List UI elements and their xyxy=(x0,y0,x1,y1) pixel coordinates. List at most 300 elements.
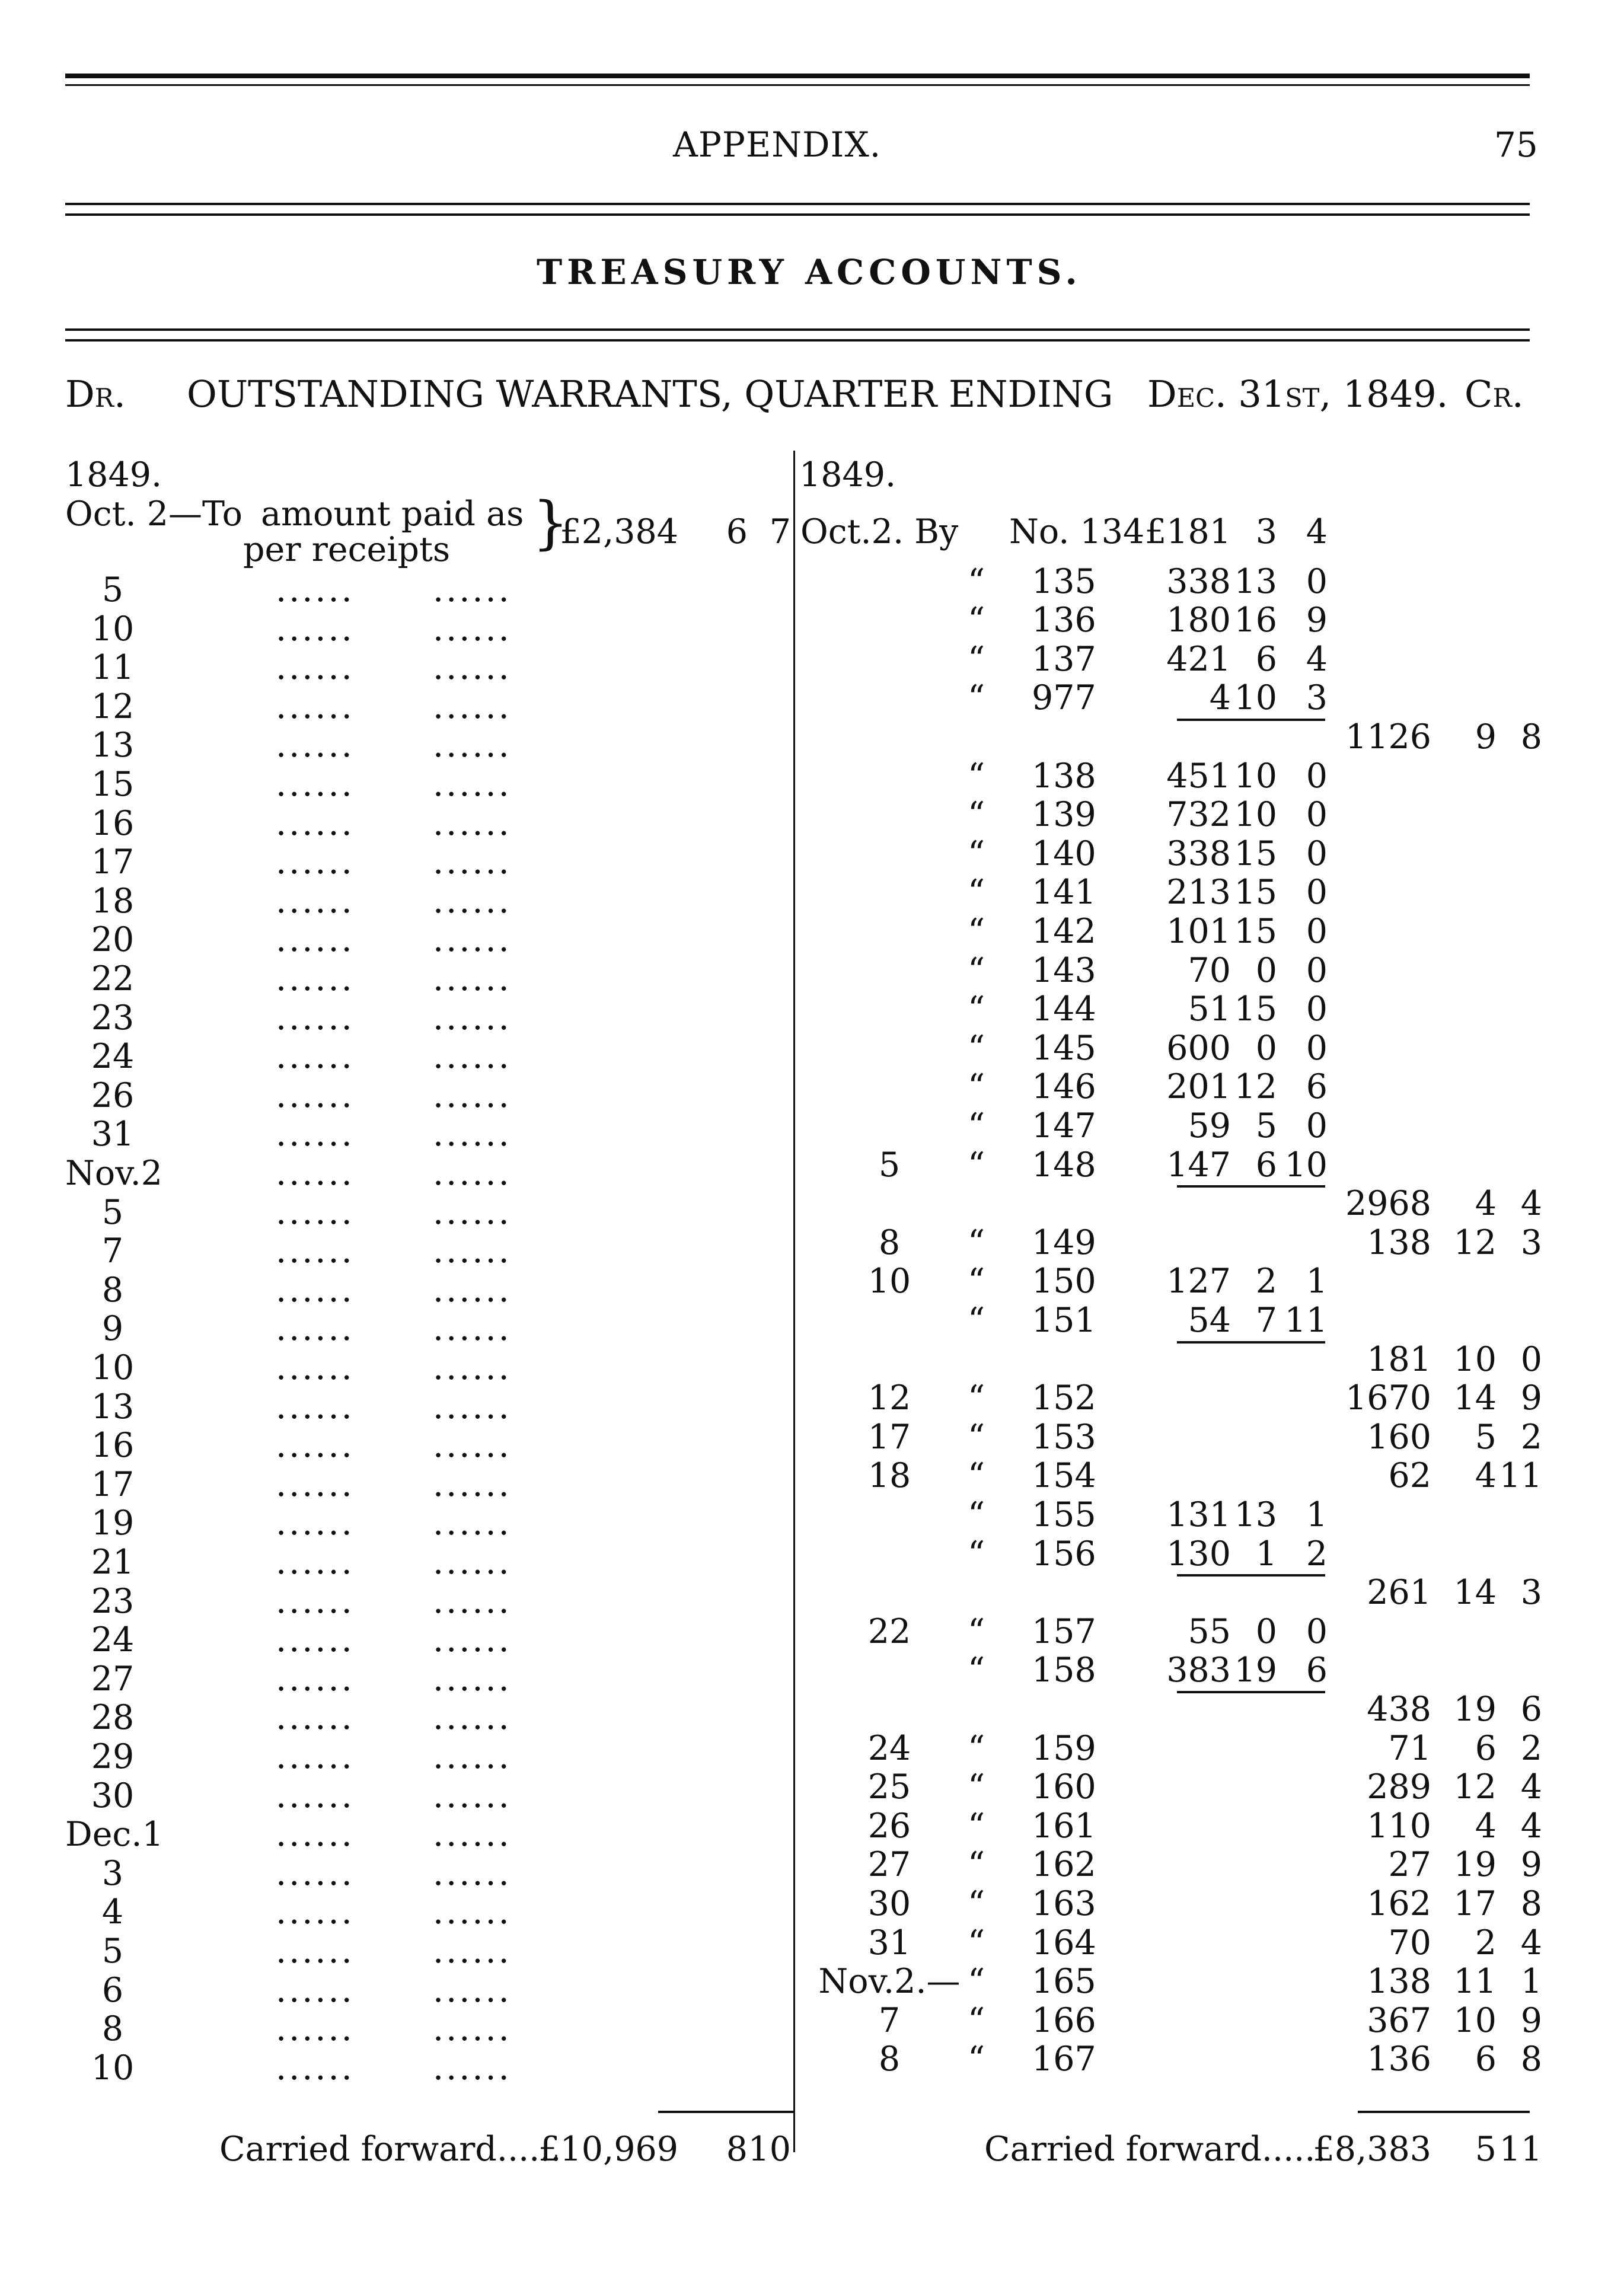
debit-dots-1: ...... xyxy=(276,1620,355,1660)
credit-total-pounds: 367 xyxy=(1367,2000,1431,2040)
credit-item-pounds: 130 xyxy=(1166,1534,1231,1574)
credit-row xyxy=(0,2001,1624,2040)
debit-dots-1: ...... xyxy=(276,959,355,998)
credit-row xyxy=(0,562,1624,601)
warrant-number: 143 xyxy=(1032,950,1096,990)
debit-dots-2: ...... xyxy=(433,1543,512,1582)
credit-item-pence: 6 xyxy=(1306,1651,1328,1690)
credit-row xyxy=(0,1923,1624,1962)
warrant-number: 166 xyxy=(1032,2000,1096,2040)
debit-date: 5 xyxy=(101,1192,124,1232)
debit-dots-1: ...... xyxy=(276,687,355,726)
debit-dots-1: ...... xyxy=(276,1698,355,1738)
credit-total-pounds: 160 xyxy=(1367,1417,1431,1457)
debit-dots-2: ...... xyxy=(433,648,512,688)
debit-dots-1: ...... xyxy=(276,1581,355,1621)
ditto-mark: “ xyxy=(968,1106,985,1145)
ditto-mark: “ xyxy=(968,1456,985,1496)
credit-row xyxy=(0,951,1624,990)
debit-date: 27 xyxy=(91,1659,135,1699)
credit-total-pounds: 136 xyxy=(1367,2040,1431,2079)
ditto-mark: “ xyxy=(968,1301,985,1340)
debit-dots-1: ...... xyxy=(276,1154,355,1193)
credit-item-pence: 10 xyxy=(1284,1145,1328,1185)
debit-dots-1: ...... xyxy=(276,2048,355,2088)
credit-total-shillings: 19 xyxy=(1453,1845,1497,1885)
credit-item-pounds: 600 xyxy=(1166,1028,1231,1068)
warrant-number: 160 xyxy=(1032,1767,1096,1807)
credit-item-shillings: 15 xyxy=(1234,990,1277,1029)
debit-dots-1: ...... xyxy=(276,2009,355,2049)
credit-item-pence: 2 xyxy=(1306,1534,1328,1574)
debit-first-desc-1: amount paid as xyxy=(261,494,524,534)
credit-item-pounds: 451 xyxy=(1166,756,1231,796)
debit-dots-2: ...... xyxy=(433,920,512,960)
credit-row xyxy=(0,1651,1624,1690)
debit-date: 23 xyxy=(91,1581,135,1621)
debit-date: 8 xyxy=(101,1270,124,1310)
warrant-number: 139 xyxy=(1032,795,1096,835)
debit-date: 10 xyxy=(91,2048,135,2088)
debit-dots-1: ...... xyxy=(276,1893,355,1932)
credit-date: 5 xyxy=(878,1145,901,1185)
credit-item-pounds: 131 xyxy=(1166,1495,1231,1534)
ditto-mark: “ xyxy=(968,1923,985,1962)
debit-dots-1: ...... xyxy=(276,803,355,843)
warrant-number: 147 xyxy=(1032,1106,1096,1145)
warrant-number: 149 xyxy=(1032,1223,1096,1262)
credit-row xyxy=(0,1067,1624,1106)
credit-total-pounds: 162 xyxy=(1367,1884,1431,1923)
credit-row xyxy=(0,2040,1624,2079)
credit-total-pounds: 289 xyxy=(1367,1767,1431,1807)
credit-date: 24 xyxy=(867,1728,911,1768)
credit-total-rule xyxy=(1358,2111,1530,2113)
credit-item-shillings: 6 xyxy=(1255,1145,1277,1185)
ditto-mark: “ xyxy=(968,1728,985,1768)
credit-row xyxy=(0,1418,1624,1457)
debit-date: 10 xyxy=(91,609,135,649)
credit-item-pence: 0 xyxy=(1306,950,1328,990)
credit-item-shillings: 13 xyxy=(1234,1495,1277,1534)
credit-item-pence: 4 xyxy=(1306,639,1328,679)
debit-date: 28 xyxy=(91,1698,135,1738)
debit-date: 4 xyxy=(101,1893,124,1932)
credit-total-pence: 9 xyxy=(1520,2000,1542,2040)
debit-date: 15 xyxy=(91,765,135,804)
debit-date: 23 xyxy=(91,998,135,1038)
debit-dots-1: ...... xyxy=(276,1309,355,1349)
debit-dots-2: ...... xyxy=(433,1309,512,1349)
credit-total-shillings: 14 xyxy=(1453,1378,1497,1418)
credit-date: 8 xyxy=(878,1223,901,1262)
credit-item-pounds: 213 xyxy=(1166,873,1231,912)
credit-total-pence: 3 xyxy=(1520,1573,1542,1613)
dr-label: Dr. xyxy=(65,372,126,416)
debit-date: 3 xyxy=(101,1853,124,1893)
warrant-number: No. 134 xyxy=(1009,512,1145,551)
ditto-mark: “ xyxy=(968,1806,985,1846)
debit-dots-2: ...... xyxy=(433,1231,512,1271)
ditto-mark: “ xyxy=(968,912,985,951)
ditto-mark: “ xyxy=(968,639,985,679)
credit-item-pounds: 59 xyxy=(1188,1106,1231,1145)
debit-dots-1: ...... xyxy=(276,1853,355,1893)
debit-first-date: Oct. 2—To xyxy=(65,494,243,534)
top-rule-thin xyxy=(65,84,1530,86)
debit-date: 5 xyxy=(101,1932,124,1971)
credit-total-pence: 9 xyxy=(1520,1845,1542,1885)
subheading-main: OUTSTANDING WARRANTS, QUARTER ENDING xyxy=(187,372,1113,416)
credit-row xyxy=(0,912,1624,951)
debit-date: 8 xyxy=(101,2009,124,2049)
page-title: TREASURY ACCOUNTS. xyxy=(537,252,1082,292)
debit-total-rule xyxy=(658,2111,795,2113)
warrant-number: 167 xyxy=(1032,2040,1096,2079)
credit-row xyxy=(0,512,1624,551)
debit-dots-1: ...... xyxy=(276,1076,355,1115)
credit-item-pence: 3 xyxy=(1306,678,1328,718)
debit-dots-2: ...... xyxy=(433,1426,512,1466)
credit-total-shillings: 11 xyxy=(1453,1962,1497,2002)
debit-dots-2: ...... xyxy=(433,1348,512,1387)
credit-total-pence: 2 xyxy=(1520,1417,1542,1457)
credit-item-pence: 4 xyxy=(1306,512,1328,551)
credit-total-shillings: 9 xyxy=(1475,717,1497,757)
warrant-number: 154 xyxy=(1032,1456,1096,1496)
credit-total-shillings: 4 xyxy=(1475,1456,1497,1496)
credit-item-pence: 0 xyxy=(1306,1611,1328,1651)
debit-date: 6 xyxy=(101,1970,124,2010)
warrant-number: 144 xyxy=(1032,990,1096,1029)
credit-item-shillings: 15 xyxy=(1234,834,1277,873)
credit-total-shillings: 12 xyxy=(1453,1767,1497,1807)
credit-total-shillings: 17 xyxy=(1453,1884,1497,1923)
credit-item-shillings: 3 xyxy=(1255,512,1277,551)
debit-date: 26 xyxy=(91,1076,135,1115)
credit-item-pounds: 4 xyxy=(1209,678,1231,718)
debit-dots-1: ...... xyxy=(276,648,355,688)
debit-date: 22 xyxy=(91,959,135,998)
warrant-number: 164 xyxy=(1032,1923,1096,1962)
debit-dots-2: ...... xyxy=(433,1620,512,1660)
warrant-number: 145 xyxy=(1032,1028,1096,1068)
warrant-number: 155 xyxy=(1032,1495,1096,1534)
credit-item-shillings: 12 xyxy=(1234,1067,1277,1107)
credit-total-pounds: 261 xyxy=(1367,1573,1431,1613)
credit-item-pounds: 54 xyxy=(1188,1301,1231,1340)
warrant-number: 158 xyxy=(1032,1651,1096,1690)
credit-item-pounds: 55 xyxy=(1188,1611,1231,1651)
debit-date: 10 xyxy=(91,1348,135,1387)
debit-dots-1: ...... xyxy=(276,570,355,609)
debit-dots-1: ...... xyxy=(276,1387,355,1426)
warrant-number: 152 xyxy=(1032,1378,1096,1418)
credit-row xyxy=(0,1223,1624,1262)
credit-row xyxy=(0,1884,1624,1923)
debit-dots-2: ...... xyxy=(433,1815,512,1855)
credit-item-shillings: 6 xyxy=(1255,639,1277,679)
debit-dots-1: ...... xyxy=(276,1192,355,1232)
ditto-mark: “ xyxy=(968,2040,985,2079)
credit-item-pence: 6 xyxy=(1306,1067,1328,1107)
credit-date: 8 xyxy=(878,2040,901,2079)
debit-date: 17 xyxy=(91,1464,135,1504)
credit-date: Nov.2.— xyxy=(818,1962,961,2002)
debit-date: Dec.1 xyxy=(65,1815,164,1855)
credit-item-pence: 0 xyxy=(1306,834,1328,873)
credit-date: 25 xyxy=(867,1767,911,1807)
warrant-number: 165 xyxy=(1032,1962,1096,2002)
warrant-number: 137 xyxy=(1032,639,1096,679)
credit-total-pounds: 71 xyxy=(1388,1728,1431,1768)
credit-row xyxy=(0,1301,1624,1340)
credit-total-shillings: 5 xyxy=(1475,1417,1497,1457)
warrant-number: 135 xyxy=(1032,561,1096,601)
debit-dots-2: ...... xyxy=(433,959,512,998)
debit-dots-1: ...... xyxy=(276,881,355,921)
credit-total-shillings: 12 xyxy=(1453,1223,1497,1262)
debit-year: 1849. xyxy=(65,455,162,494)
warrant-number: 977 xyxy=(1032,678,1096,718)
credit-item-shillings: 15 xyxy=(1234,873,1277,912)
credit-total-pounds: 1670 xyxy=(1345,1378,1431,1418)
debit-date: 19 xyxy=(91,1504,135,1543)
credit-item-pence: 1 xyxy=(1306,1262,1328,1301)
ditto-mark: “ xyxy=(968,795,985,835)
credit-row xyxy=(0,1340,1624,1379)
credit-date: 18 xyxy=(867,1456,911,1496)
header-rule-1 xyxy=(65,203,1530,205)
debit-carried-forward-pence: 10 xyxy=(748,2130,791,2169)
credit-item-shillings: 0 xyxy=(1255,950,1277,990)
credit-row xyxy=(0,1962,1624,2001)
debit-dots-2: ...... xyxy=(433,1387,512,1426)
warrant-number: 163 xyxy=(1032,1884,1096,1923)
credit-row xyxy=(0,1184,1624,1223)
credit-row xyxy=(0,1845,1624,1884)
credit-total-pounds: 138 xyxy=(1367,1962,1431,2002)
credit-date: 17 xyxy=(867,1417,911,1457)
credit-total-pounds: 1126 xyxy=(1345,717,1431,757)
credit-item-pounds: 338 xyxy=(1166,561,1231,601)
ditto-mark: “ xyxy=(968,1767,985,1807)
debit-dots-2: ...... xyxy=(433,1464,512,1504)
credit-item-pence: 0 xyxy=(1306,756,1328,796)
debit-carried-forward-label: Carried forward...... xyxy=(219,2130,561,2169)
credit-total-pence: 4 xyxy=(1520,1806,1542,1846)
credit-row xyxy=(0,1378,1624,1418)
ditto-mark: “ xyxy=(968,2000,985,2040)
credit-item-shillings: 15 xyxy=(1234,912,1277,951)
credit-total-shillings: 10 xyxy=(1453,1339,1497,1379)
ditto-mark: “ xyxy=(968,756,985,796)
debit-dots-1: ...... xyxy=(276,765,355,804)
credit-date: 7 xyxy=(878,2000,901,2040)
debit-first-shillings: 6 xyxy=(726,512,748,551)
credit-item-pounds: 70 xyxy=(1188,950,1231,990)
debit-dots-2: ...... xyxy=(433,1581,512,1621)
credit-date: 26 xyxy=(867,1806,911,1846)
ditto-mark: “ xyxy=(968,1651,985,1690)
credit-total-pounds: 70 xyxy=(1388,1923,1431,1962)
debit-dots-2: ...... xyxy=(433,2009,512,2049)
ditto-mark: “ xyxy=(968,1845,985,1885)
ditto-mark: “ xyxy=(968,990,985,1029)
credit-total-pence: 4 xyxy=(1520,1184,1542,1224)
warrant-number: 157 xyxy=(1032,1611,1096,1651)
credit-date: 27 xyxy=(867,1845,911,1885)
ditto-mark: “ xyxy=(968,601,985,640)
credit-total-shillings: 4 xyxy=(1475,1184,1497,1224)
credit-total-pounds: 27 xyxy=(1388,1845,1431,1885)
credit-item-pounds: 732 xyxy=(1166,795,1231,835)
credit-item-pence: 0 xyxy=(1306,1106,1328,1145)
debit-dots-1: ...... xyxy=(276,726,355,765)
warrant-number: 146 xyxy=(1032,1067,1096,1107)
warrant-number: 162 xyxy=(1032,1845,1096,1885)
credit-row xyxy=(0,1807,1624,1846)
credit-carried-forward-pence: 11 xyxy=(1499,2130,1542,2169)
debit-date: 29 xyxy=(91,1737,135,1776)
debit-dots-2: ...... xyxy=(433,1932,512,1971)
debit-date: 20 xyxy=(91,920,135,960)
debit-dots-2: ...... xyxy=(433,687,512,726)
credit-total-pence: 11 xyxy=(1499,1456,1542,1496)
header-rule-2 xyxy=(65,213,1530,216)
credit-item-shillings: 1 xyxy=(1255,1534,1277,1574)
ditto-mark: “ xyxy=(968,1534,985,1574)
credit-total-shillings: 6 xyxy=(1475,2040,1497,2079)
debit-dots-1: ...... xyxy=(276,1504,355,1543)
debit-date: 30 xyxy=(91,1776,135,1815)
credit-row xyxy=(0,1612,1624,1651)
ditto-mark: “ xyxy=(968,1145,985,1185)
ditto-mark: “ xyxy=(968,1067,985,1107)
credit-date: 22 xyxy=(867,1611,911,1651)
credit-item-shillings: 5 xyxy=(1255,1106,1277,1145)
ditto-mark: “ xyxy=(968,1611,985,1651)
debit-carried-forward-pounds: £10,969 xyxy=(538,2130,678,2169)
credit-total-pounds: 62 xyxy=(1388,1456,1431,1496)
debit-dots-2: ...... xyxy=(433,2048,512,2088)
debit-dots-1: ...... xyxy=(276,1543,355,1582)
debit-date: 16 xyxy=(91,803,135,843)
credit-total-shillings: 6 xyxy=(1475,1728,1497,1768)
debit-dots-1: ...... xyxy=(276,1970,355,2010)
credit-item-pence: 0 xyxy=(1306,912,1328,951)
ditto-mark: “ xyxy=(968,1962,985,2002)
debit-dots-1: ...... xyxy=(276,1776,355,1815)
warrant-number: 136 xyxy=(1032,601,1096,640)
debit-dots-2: ...... xyxy=(433,1659,512,1699)
credit-row xyxy=(0,834,1624,873)
credit-year: 1849. xyxy=(799,455,896,494)
debit-dots-1: ...... xyxy=(276,920,355,960)
credit-total-pence: 4 xyxy=(1520,1923,1542,1962)
credit-row xyxy=(0,757,1624,796)
warrant-number: 141 xyxy=(1032,873,1096,912)
credit-item-pounds: £181 xyxy=(1144,512,1231,551)
credit-item-pounds: 51 xyxy=(1188,990,1231,1029)
credit-row xyxy=(0,1456,1624,1495)
debit-date: 16 xyxy=(91,1426,135,1466)
credit-date: 31 xyxy=(867,1923,911,1962)
credit-item-pounds: 127 xyxy=(1166,1262,1231,1301)
credit-row xyxy=(0,1106,1624,1145)
credit-item-shillings: 2 xyxy=(1255,1262,1277,1301)
warrant-number: 151 xyxy=(1032,1301,1096,1340)
warrant-number: 148 xyxy=(1032,1145,1096,1185)
debit-date: 9 xyxy=(101,1309,124,1349)
running-title: APPENDIX. xyxy=(673,125,882,165)
credit-item-pounds: 383 xyxy=(1166,1651,1231,1690)
debit-dots-1: ...... xyxy=(276,609,355,649)
credit-item-pounds: 338 xyxy=(1166,834,1231,873)
credit-item-pence: 0 xyxy=(1306,1028,1328,1068)
debit-date: 13 xyxy=(91,1387,135,1426)
warrant-number: 140 xyxy=(1032,834,1096,873)
warrant-number: 142 xyxy=(1032,912,1096,951)
debit-dots-2: ...... xyxy=(433,1504,512,1543)
credit-item-shillings: 16 xyxy=(1234,601,1277,640)
credit-carried-forward-label: Carried forward...... xyxy=(984,2130,1326,2169)
credit-date: 30 xyxy=(867,1884,911,1923)
debit-dots-1: ...... xyxy=(276,1464,355,1504)
subheading-date: Dec. 31st, 1849. xyxy=(1147,372,1448,416)
debit-dots-2: ...... xyxy=(433,881,512,921)
debit-dots-1: ...... xyxy=(276,998,355,1038)
debit-dots-2: ...... xyxy=(433,1037,512,1077)
debit-dots-1: ...... xyxy=(276,1348,355,1387)
debit-dots-2: ...... xyxy=(433,803,512,843)
credit-row xyxy=(0,678,1624,717)
debit-date: 11 xyxy=(91,648,135,688)
credit-item-pence: 1 xyxy=(1306,1495,1328,1534)
credit-row xyxy=(0,795,1624,834)
credit-item-shillings: 0 xyxy=(1255,1028,1277,1068)
credit-row xyxy=(0,1690,1624,1729)
ditto-mark: “ xyxy=(968,1028,985,1068)
credit-total-shillings: 2 xyxy=(1475,1923,1497,1962)
credit-total-pounds: 181 xyxy=(1367,1339,1431,1379)
credit-total-pence: 4 xyxy=(1520,1767,1542,1807)
debit-dots-2: ...... xyxy=(433,726,512,765)
debit-dots-1: ...... xyxy=(276,1037,355,1077)
credit-total-pounds: 2968 xyxy=(1345,1184,1431,1224)
credit-total-pence: 1 xyxy=(1520,1962,1542,2002)
debit-dots-2: ...... xyxy=(433,1076,512,1115)
debit-dots-2: ...... xyxy=(433,1776,512,1815)
debit-dots-2: ...... xyxy=(433,1737,512,1776)
debit-date: 17 xyxy=(91,843,135,882)
warrant-number: 150 xyxy=(1032,1262,1096,1301)
ditto-mark: “ xyxy=(968,950,985,990)
ditto-mark: “ xyxy=(968,873,985,912)
ditto-mark: “ xyxy=(968,678,985,718)
credit-carried-forward-pounds: £8,383 xyxy=(1313,2130,1431,2169)
debit-dots-1: ...... xyxy=(276,1231,355,1271)
debit-date: 31 xyxy=(91,1115,135,1154)
debit-dots-1: ...... xyxy=(276,1932,355,1971)
credit-item-pounds: 180 xyxy=(1166,601,1231,640)
credit-total-pence: 8 xyxy=(1520,2040,1542,2079)
debit-date: 24 xyxy=(91,1620,135,1660)
debit-date: 5 xyxy=(101,570,124,609)
debit-first-desc-2: per receipts xyxy=(243,530,451,569)
debit-date: 7 xyxy=(101,1231,124,1271)
credit-total-shillings: 19 xyxy=(1453,1690,1497,1729)
